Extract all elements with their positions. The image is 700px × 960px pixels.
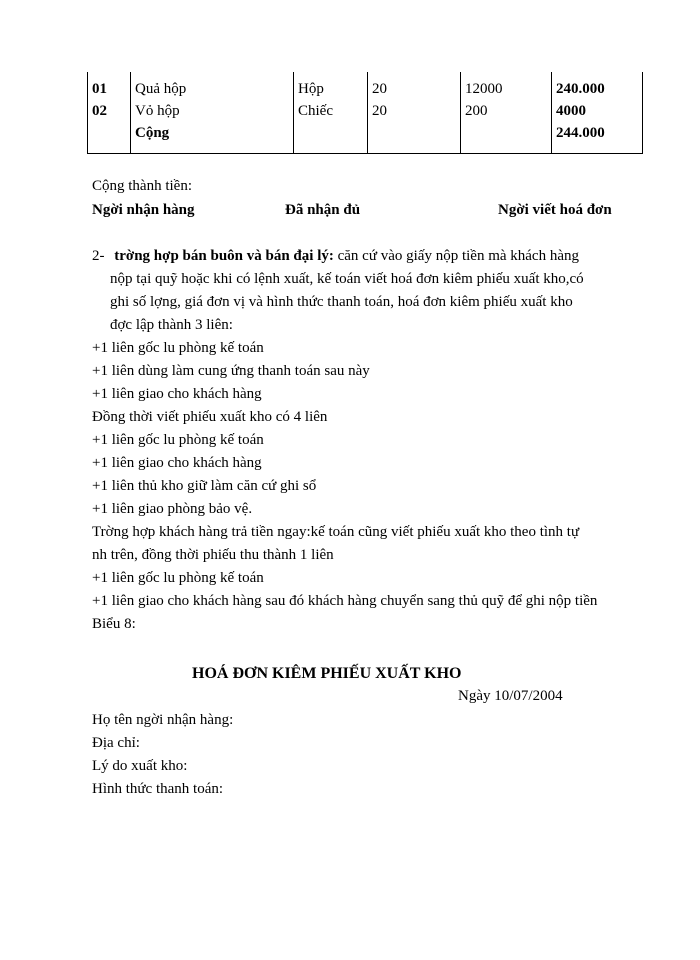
paragraph-line: đợc lập thành 3 liên:	[110, 317, 233, 333]
section-number: 2-	[92, 248, 105, 264]
invoice-field: Lý do xuất kho:	[92, 758, 188, 774]
invoice-date: Ngày 10/07/2004	[458, 688, 563, 704]
sum-line: Cộng thành tiền:	[92, 178, 192, 194]
list-item: +1 liên gốc lu phòng kế toán	[92, 340, 264, 356]
figure-label: Biểu 8:	[92, 616, 136, 632]
table-cell: Chiếc	[298, 103, 333, 119]
goods-table	[87, 72, 643, 154]
table-cell: Hộp	[298, 81, 324, 97]
table-cell: Quả hộp	[135, 81, 187, 97]
column-quantity	[368, 72, 461, 153]
list-item: nh trên, đồng thời phiếu thu thành 1 liên	[92, 547, 334, 563]
table-cell: 02	[92, 103, 107, 119]
table-cell: 240.000	[556, 81, 605, 97]
table-total-label: Cộng	[135, 125, 170, 141]
list-item: +1 liên giao cho khách hàng	[92, 386, 262, 402]
paragraph-line: nộp tại quỹ hoặc khi có lệnh xuất, kế toán viết hoá đơn kiêm phiếu xuất kho,có	[110, 271, 584, 287]
column-amount	[552, 72, 642, 153]
column-price	[461, 72, 552, 153]
invoice-field: Địa chỉ:	[92, 735, 140, 751]
column-unit	[294, 72, 368, 153]
column-stt	[88, 72, 131, 153]
section-text: căn cứ vào giấy nộp tiền mà khách hàng	[333, 248, 579, 264]
invoice-field: Họ tên ngời nhận hàng:	[92, 712, 234, 728]
list-item: +1 liên gốc lu phòng kế toán	[92, 570, 264, 586]
table-cell: 20	[372, 81, 387, 97]
table-cell: Vỏ hộp	[135, 103, 180, 119]
list-item: +1 liên gốc lu phòng kế toán	[92, 432, 264, 448]
table-cell: 4000	[556, 103, 586, 119]
paragraph-line: ghi số lợng, giá đơn vị và hình thức thanh toán, hoá đơn kiêm phiếu xuất kho	[110, 294, 573, 310]
table-cell: 12000	[465, 81, 503, 97]
invoice-title: HOÁ ĐƠN KIÊM PHIẾU XUẤT KHO	[192, 665, 462, 682]
section-2-paragraph	[92, 246, 579, 266]
table-cell: 200	[465, 103, 488, 119]
list-item: +1 liên giao phòng bảo vệ.	[92, 501, 253, 517]
signature-received: Đã nhận đủ	[285, 202, 361, 218]
table-cell: 20	[372, 103, 387, 119]
signature-receiver: Ngời nhận hàng	[92, 202, 195, 218]
table-cell: 01	[92, 81, 107, 97]
column-name	[131, 72, 294, 153]
invoice-field: Hình thức thanh toán:	[92, 781, 224, 797]
list-item: +1 liên dùng làm cung ứng thanh toán sau này	[92, 363, 370, 379]
signature-issuer: Ngời viết hoá đơn	[498, 202, 612, 218]
list-item: Đồng thời viết phiếu xuất kho có 4 liên	[92, 409, 328, 425]
list-item: +1 liên thủ kho giữ làm căn cứ ghi sổ	[92, 478, 317, 494]
section-heading: trờng hợp bán buôn và bán đại lý:	[114, 248, 334, 264]
list-item: +1 liên giao cho khách hàng sau đó khách hàng chuyển sang thủ quỹ để ghi nộp tiền	[92, 593, 598, 609]
list-item: +1 liên giao cho khách hàng	[92, 455, 262, 471]
list-item: Trờng hợp khách hàng trả tiền ngay:kế toán cũng viết phiếu xuất kho theo tình tự	[92, 524, 580, 540]
table-total-amount: 244.000	[556, 125, 605, 141]
